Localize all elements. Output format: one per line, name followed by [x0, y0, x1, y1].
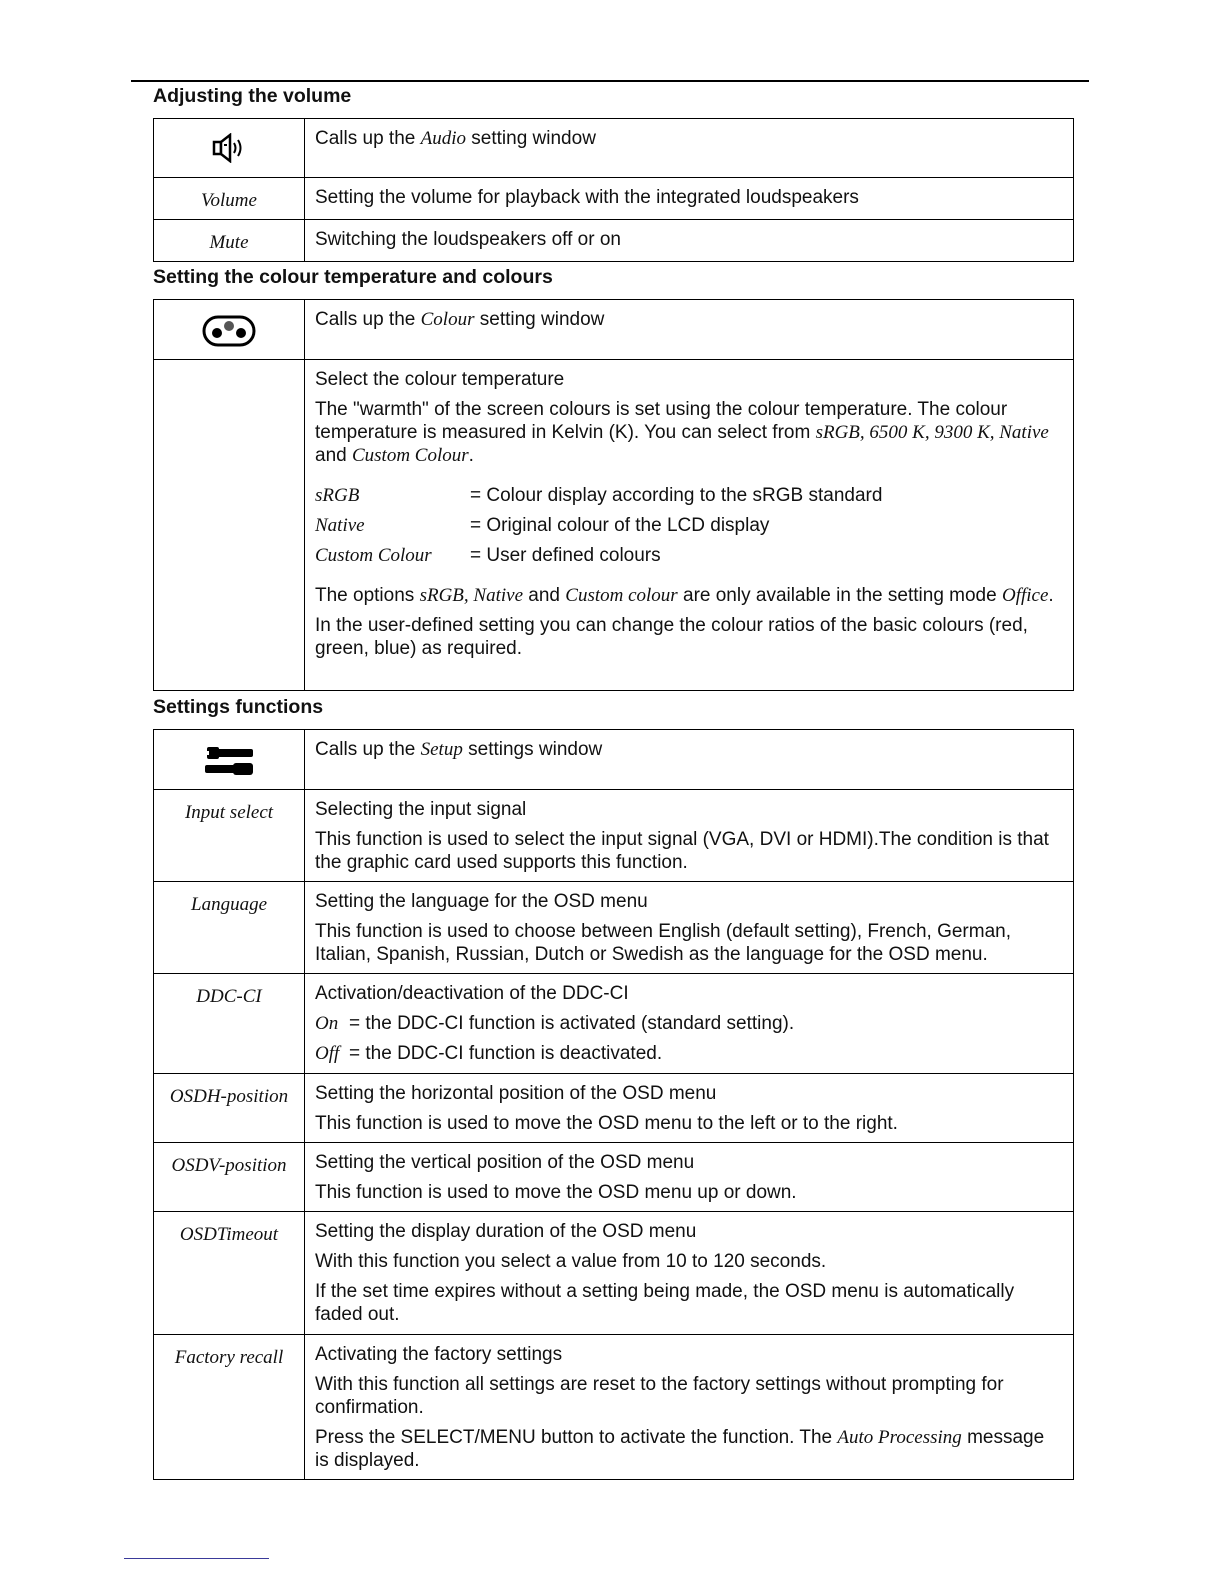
ddc-ci-desc [305, 974, 1074, 1074]
mute-desc: Switching the loudspeakers off or on [305, 220, 1074, 262]
ddc-ci-off-text: = the DDC-CI function is deactivated. [349, 1043, 663, 1064]
top-rule [131, 80, 1089, 82]
language-heading: Setting the language for the OSD menu [315, 891, 648, 912]
osdh-position-key: OSDH-position [154, 1074, 305, 1143]
osdv-position-text: This function is used to move the OSD menu up or down. [315, 1182, 797, 1203]
colour-table [153, 299, 1074, 691]
colour-temperature-intro [315, 398, 1061, 467]
colour-window-name: Colour [420, 309, 475, 330]
osd-timeout-heading: Setting the display duration of the OSD menu [315, 1221, 697, 1242]
language-desc [305, 882, 1074, 974]
colour-temperature-row [154, 360, 1074, 691]
options-note-custom: Custom colour [565, 585, 678, 606]
ddc-ci-key: DDC-CI [154, 974, 305, 1074]
def-custom [315, 544, 1061, 567]
settings-icon-cell [154, 730, 305, 790]
options-note-srgb-native: sRGB, Native [419, 585, 524, 606]
colour-user-note: In the user-defined setting you can change the colour ratios of the basic colours (red, green, blue) as required. [315, 615, 1028, 659]
osdv-position-row [154, 1143, 1074, 1212]
osd-timeout-text1: With this function you select a value from 10 to 120 seconds. [315, 1251, 827, 1272]
colour-temperature-desc [305, 360, 1074, 691]
factory-recall-desc [305, 1335, 1074, 1480]
footnote-rule [124, 1558, 269, 1559]
factory-recall-row [154, 1335, 1074, 1480]
ddc-ci-on [315, 1012, 1061, 1035]
osd-timeout-key: OSDTimeout [154, 1212, 305, 1335]
language-key: Language [154, 882, 305, 974]
osdv-position-desc [305, 1143, 1074, 1212]
settings-icon-desc-post: settings window [462, 739, 603, 760]
input-select-key: Input select [154, 790, 305, 882]
osdh-position-row [154, 1074, 1074, 1143]
osdh-position-heading: Setting the horizontal position of the OSD menu [315, 1083, 717, 1104]
input-select-text: This function is used to select the input signal (VGA, DVI or HDMI).The condition is that the graphic card used supports this function. [315, 829, 1049, 873]
settings-icon-desc [305, 730, 1074, 790]
language-row [154, 882, 1074, 974]
ddc-ci-off-term: Off [315, 1043, 340, 1064]
colour-icon-desc [305, 300, 1074, 360]
ddc-ci-on-text: = the DDC-CI function is activated (standard setting). [349, 1013, 795, 1034]
temp-intro-and: and [315, 445, 352, 466]
colour-temperature-heading: Select the colour temperature [315, 369, 565, 390]
factory-recall-heading: Activating the factory settings [315, 1344, 563, 1365]
def-term-custom: Custom Colour [315, 545, 432, 566]
audio-icon-desc-post: setting window [466, 128, 596, 149]
audio-icon-row [154, 119, 1074, 178]
factory-recall-text2-post: message is displayed. [315, 1427, 1045, 1471]
ddc-ci-heading: Activation/deactivation of the DDC-CI [315, 983, 629, 1004]
options-note-pre: The options [315, 585, 420, 606]
audio-icon-cell [154, 119, 305, 178]
ddc-ci-off [315, 1042, 1061, 1065]
colour-options-note [315, 584, 1061, 607]
speaker-icon [212, 133, 246, 169]
settings-icon-desc-pre: Calls up the [315, 739, 421, 760]
def-term-native: Native [315, 515, 365, 536]
options-note-end: . [1048, 585, 1054, 606]
colour-icon-row [154, 300, 1074, 360]
osd-timeout-row [154, 1212, 1074, 1335]
mute-row [154, 220, 1074, 262]
osdh-position-text: This function is used to move the OSD menu to the left or to the right. [315, 1113, 898, 1134]
language-text: This function is used to choose between English (default setting), French, German, Italian, Spanish, Russian, Dutch or Swedish as the language for the OSD menu. [315, 921, 1011, 965]
tools-icon [203, 744, 255, 786]
volume-key: Volume [154, 178, 305, 220]
section-title-colour: Setting the colour temperature and colours [153, 266, 553, 288]
factory-recall-key: Factory recall [154, 1335, 305, 1480]
audio-table [153, 118, 1074, 262]
ddc-ci-on-term: On [315, 1013, 339, 1034]
factory-recall-text2-pre: Press the SELECT/MENU button to activate the function. The [315, 1427, 838, 1448]
factory-recall-text2 [315, 1426, 1061, 1472]
ddc-ci-row [154, 974, 1074, 1074]
temp-intro-options: sRGB, 6500 K, 9300 K, Native [815, 422, 1049, 443]
setup-window-name: Setup [420, 739, 463, 760]
input-select-row [154, 790, 1074, 882]
factory-recall-text1: With this function all settings are reset to the factory settings without prompting for confirmation. [315, 1374, 1004, 1418]
options-note-post: are only available in the setting mode [677, 585, 1002, 606]
def-srgb [315, 484, 1061, 507]
colour-icon-cell [154, 300, 305, 360]
input-select-desc [305, 790, 1074, 882]
def-text-custom: = User defined colours [470, 545, 661, 566]
section-title-settings: Settings functions [153, 696, 324, 718]
def-text-srgb: = Colour display according to the sRGB standard [470, 485, 883, 506]
colour-temperature-key [154, 360, 305, 691]
audio-icon-desc [305, 119, 1074, 178]
volume-desc: Setting the volume for playback with the integrated loudspeakers [305, 178, 1074, 220]
audio-icon-desc-pre: Calls up the [315, 128, 421, 149]
mute-key: Mute [154, 220, 305, 262]
options-note-office: Office [1001, 585, 1049, 606]
osd-timeout-desc [305, 1212, 1074, 1335]
temp-intro-pre: The "warmth" of the screen colours is set using the colour temperature. The colour temperature is measured in Kelvin (K). You can select from [315, 399, 1008, 443]
osdv-position-heading: Setting the vertical position of the OSD menu [315, 1152, 695, 1173]
osdv-position-key: OSDV-position [154, 1143, 305, 1212]
osd-timeout-text2: If the set time expires without a setting being made, the OSD menu is automatically faded out. [315, 1281, 1015, 1325]
settings-table [153, 729, 1074, 1480]
options-note-and: and [523, 585, 566, 606]
colour-icon-desc-post: setting window [474, 309, 605, 330]
osdh-position-desc [305, 1074, 1074, 1143]
def-term-srgb: sRGB [315, 485, 360, 506]
auto-processing-label: Auto Processing [837, 1427, 962, 1448]
temp-intro-period: . [468, 445, 474, 466]
audio-window-name: Audio [420, 128, 467, 149]
input-select-heading: Selecting the input signal [315, 799, 527, 820]
palette-icon [202, 314, 256, 354]
settings-icon-row [154, 730, 1074, 790]
colour-icon-desc-pre: Calls up the [315, 309, 421, 330]
def-text-native: = Original colour of the LCD display [470, 515, 770, 536]
section-title-audio: Adjusting the volume [153, 85, 352, 107]
volume-row [154, 178, 1074, 220]
def-native [315, 514, 1061, 537]
temp-intro-custom: Custom Colour [351, 445, 469, 466]
